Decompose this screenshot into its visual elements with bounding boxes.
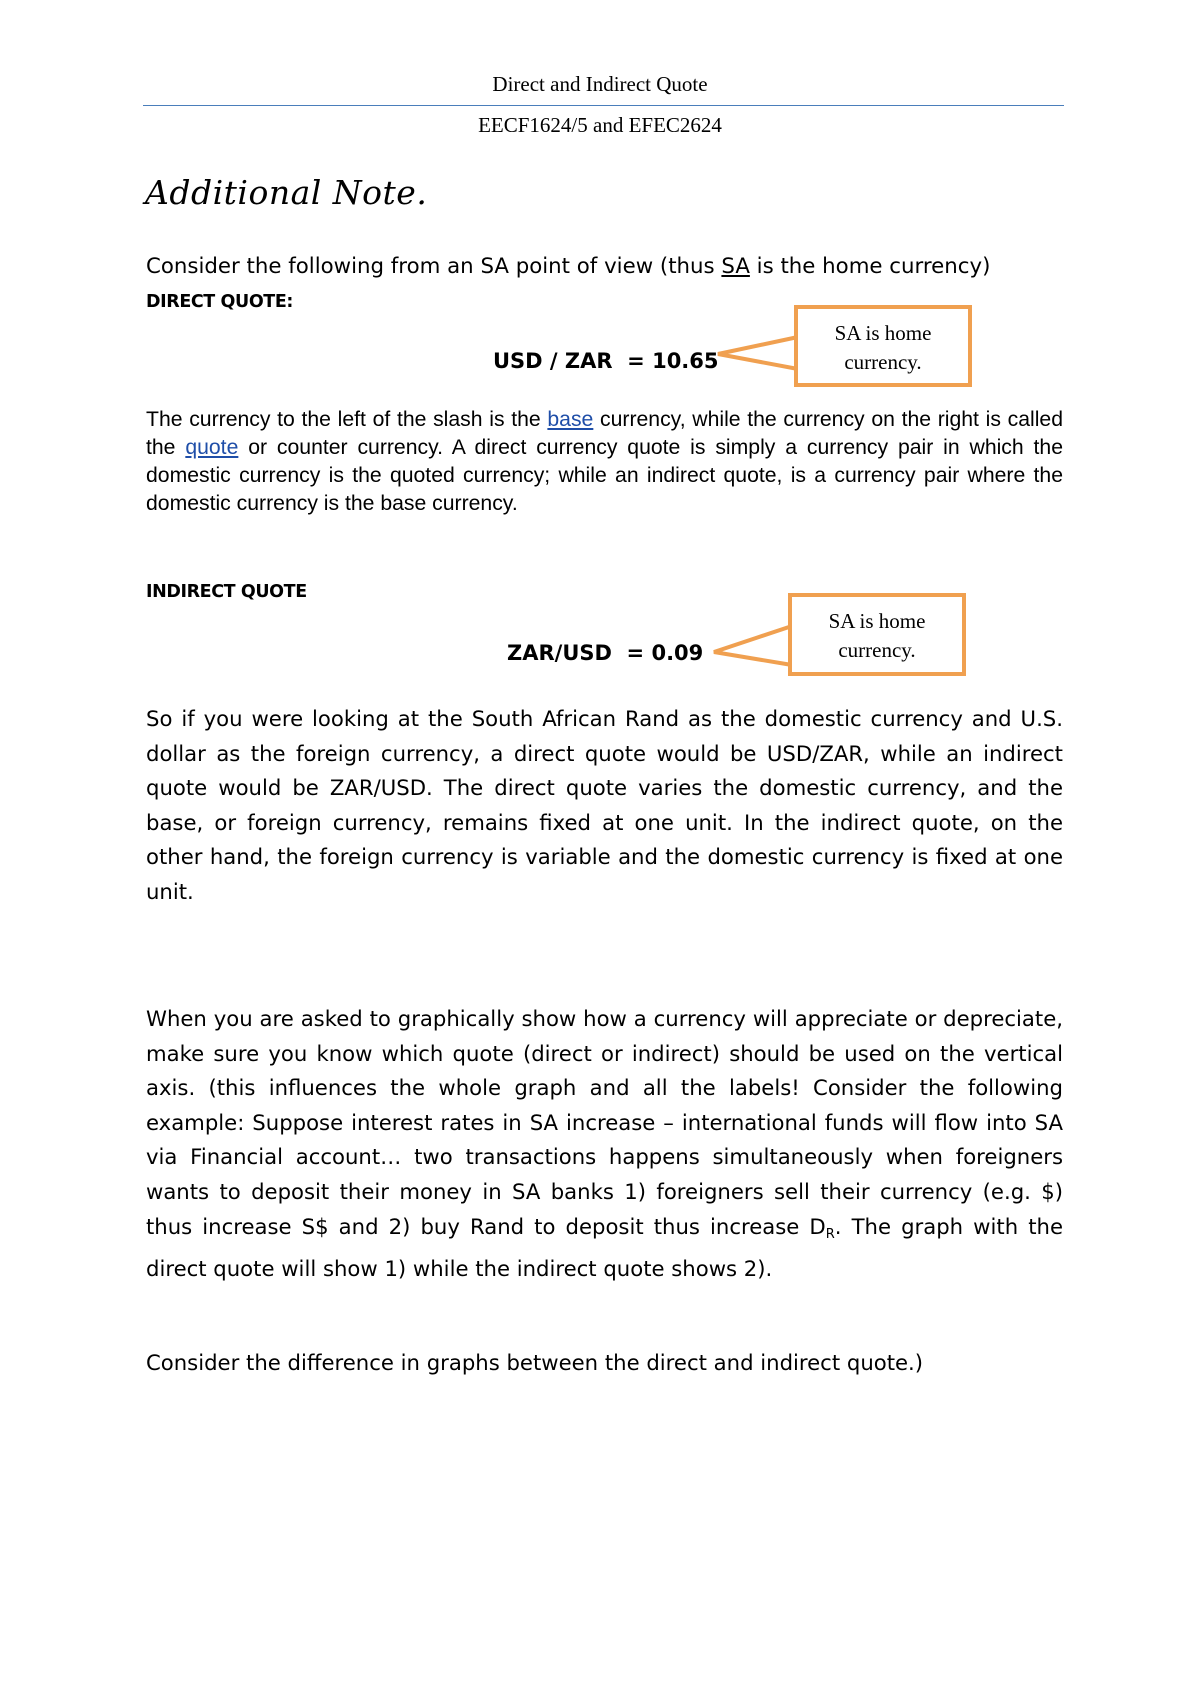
direct-callout-box xyxy=(794,305,972,387)
direct-quote-label: DIRECT QUOTE: xyxy=(146,292,293,312)
quote-link[interactable]: quote xyxy=(185,436,239,459)
graph-text-after: . The graph with the direct quote will show 1) while the indirect quote shows 2). xyxy=(146,1213,1063,1282)
explanation-paragraph xyxy=(146,406,1063,518)
page-heading: Additional Note. xyxy=(145,173,428,212)
intro-sentence xyxy=(146,254,990,279)
intro-after: is the home currency) xyxy=(749,254,991,279)
graph-explanation-paragraph xyxy=(146,1002,1063,1287)
domestic-currency-paragraph: So if you were looking at the South African Rand as the domestic currency and U.S. dollar as the foreign currency, a direct quote would be USD/ZAR, while an indirect quote would be ZAR/USD. The direct quote varies the domestic currency, and the base, or foreign currency, remains fixed at one unit. In the indirect quote, on the other hand, the foreign currency is variable and the domestic currency is fixed at one unit. xyxy=(146,706,1063,904)
direct-quote-value: USD / ZAR = 10.65 xyxy=(493,349,719,373)
intro-before: Consider the following from an SA point of view (thus xyxy=(146,254,722,279)
header-rule xyxy=(143,105,1064,106)
indirect-quote-label: INDIRECT QUOTE xyxy=(146,582,307,602)
indirect-callout-box xyxy=(788,593,966,676)
explanation-part2: currency, while the currency on the right is called the xyxy=(146,408,1063,459)
indirect-callout-line1: SA is home xyxy=(828,609,926,633)
header-title: Direct and Indirect Quote xyxy=(492,72,708,96)
intro-underlined: SA xyxy=(721,254,750,279)
closing-paragraph: Consider the difference in graphs between the direct and indirect quote.) xyxy=(146,1350,924,1375)
demand-subscript: R xyxy=(825,1226,835,1242)
indirect-quote-value: ZAR/USD = 0.09 xyxy=(507,641,704,665)
explanation-part3: or counter currency. A direct currency quote is simply a currency pair in which the domestic currency is the quoted currency; while an indirect quote, is a currency pair where the domestic currency is the base currency. xyxy=(146,436,1063,515)
direct-callout-line1: SA is home xyxy=(834,321,932,345)
indirect-callout-line2: currency. xyxy=(838,638,916,662)
base-link[interactable]: base xyxy=(547,408,594,431)
graph-text-before: When you are asked to graphically show how a currency will appreciate or depreciate, make sure you know which quote (direct or indirect) should be used on the vertical axis. (this influences the whole graph and all the labels! Consider the following example: Suppose interest rates in SA increase – international funds will flow into SA via Financial account… two transactions happens simultaneously when foreigners wants to deposit their money in SA banks 1) foreigners sell their currency (e.g. $) thus increase S$ and 2) buy Rand to deposit thus increase D xyxy=(146,1006,1063,1239)
explanation-part1: The currency to the left of the slash is the xyxy=(146,408,548,431)
direct-callout-line2: currency. xyxy=(844,350,922,374)
header-course: EECF1624/5 and EFEC2624 xyxy=(478,113,722,137)
